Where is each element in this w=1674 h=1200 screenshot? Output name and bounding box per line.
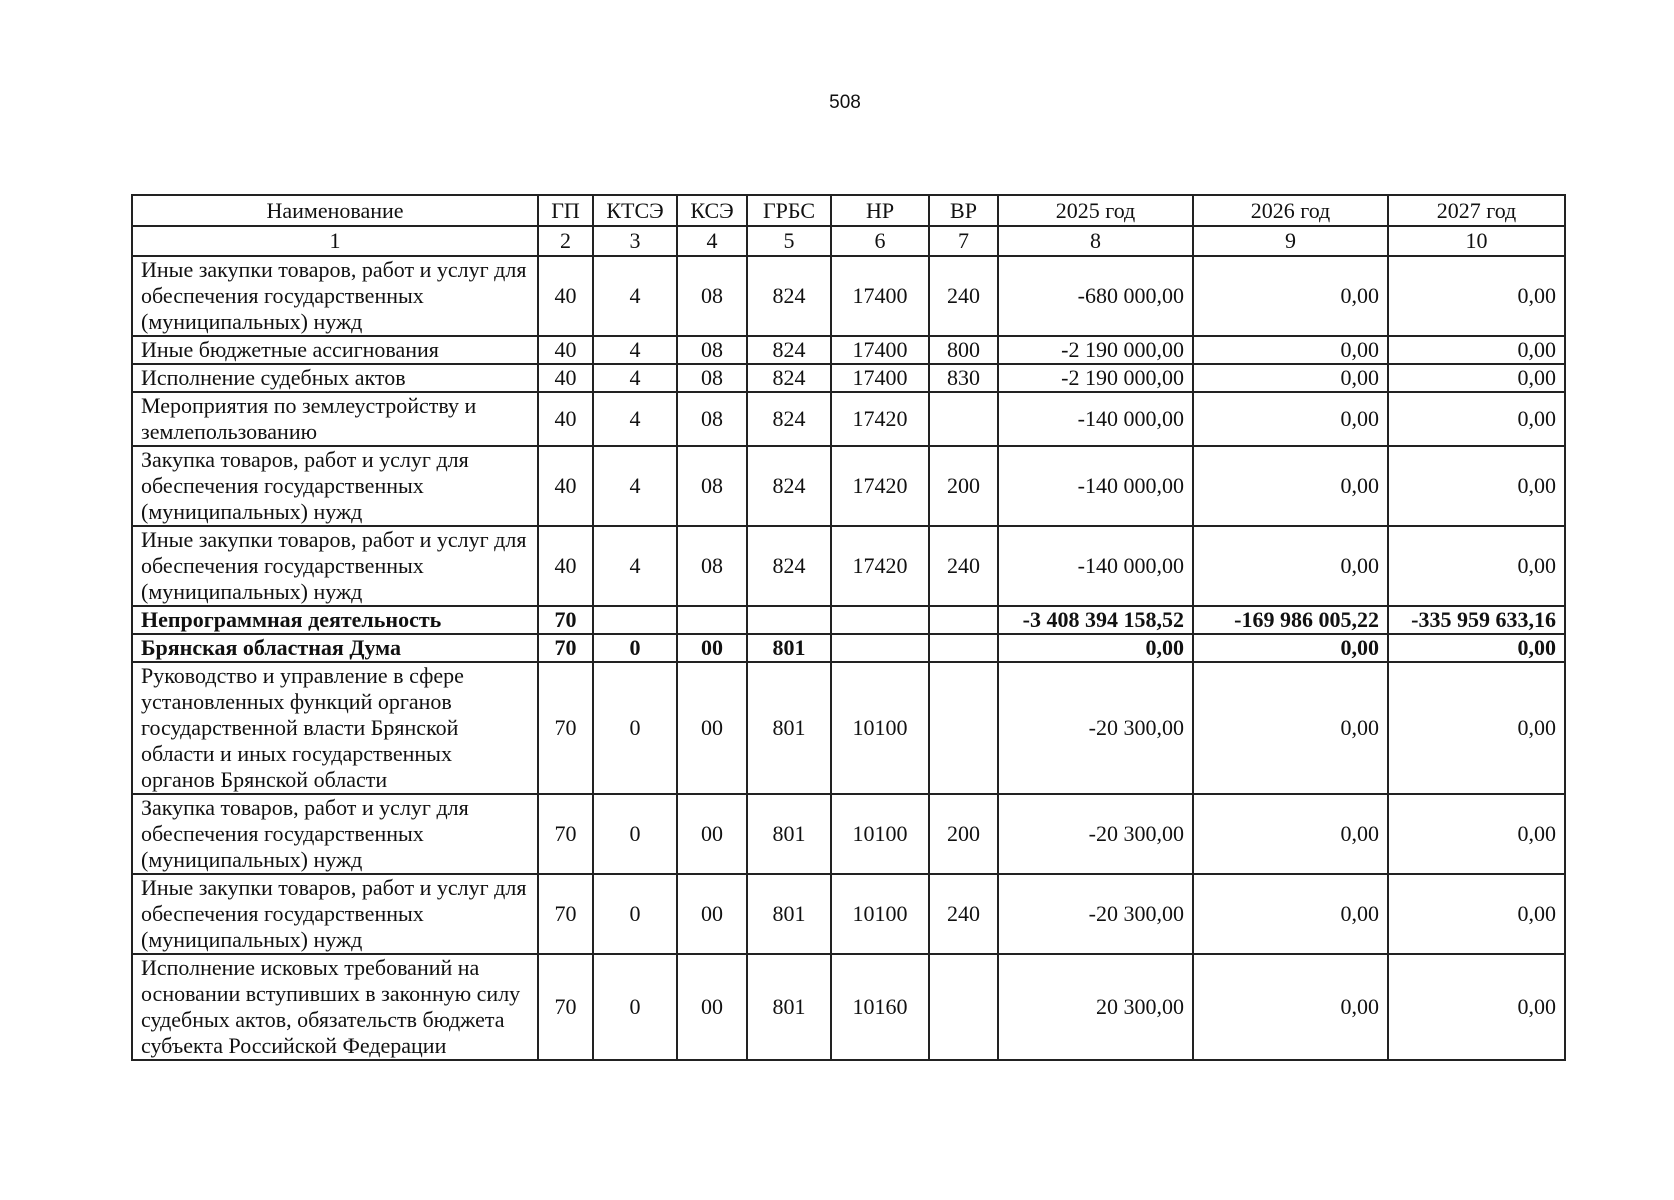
table-row bbox=[132, 364, 1565, 392]
cell-ktse: 4 bbox=[593, 364, 677, 392]
cell-kse: 08 bbox=[677, 392, 747, 446]
cell-2026: 0,00 bbox=[1193, 874, 1388, 954]
cell-2027: 0,00 bbox=[1388, 526, 1565, 606]
cell-2026: 0,00 bbox=[1193, 392, 1388, 446]
table-row bbox=[132, 446, 1565, 526]
cell-nr bbox=[831, 606, 929, 634]
cell-kse: 08 bbox=[677, 336, 747, 364]
cell-vr: 800 bbox=[929, 336, 998, 364]
cell-gp: 70 bbox=[538, 634, 593, 662]
column-number: 6 bbox=[831, 226, 929, 256]
cell-2026: 0,00 bbox=[1193, 446, 1388, 526]
cell-ktse bbox=[593, 606, 677, 634]
cell-vr bbox=[929, 954, 998, 1060]
header-ktse: КТСЭ bbox=[593, 195, 677, 226]
cell-2025: -680 000,00 bbox=[998, 256, 1193, 336]
cell-gp: 70 bbox=[538, 606, 593, 634]
cell-2027: 0,00 bbox=[1388, 954, 1565, 1060]
cell-2025: -140 000,00 bbox=[998, 446, 1193, 526]
table-row bbox=[132, 634, 1565, 662]
cell-2026: 0,00 bbox=[1193, 662, 1388, 794]
column-number: 5 bbox=[747, 226, 831, 256]
cell-2026: 0,00 bbox=[1193, 526, 1388, 606]
cell-grbs: 824 bbox=[747, 526, 831, 606]
cell-nr: 17420 bbox=[831, 446, 929, 526]
cell-nr: 17420 bbox=[831, 526, 929, 606]
cell-ktse: 0 bbox=[593, 634, 677, 662]
cell-kse: 00 bbox=[677, 794, 747, 874]
column-number: 10 bbox=[1388, 226, 1565, 256]
cell-name: Иные закупки товаров, работ и услуг для обеспечения государственных (муниципальных) нужд bbox=[132, 256, 538, 336]
table-row bbox=[132, 662, 1565, 794]
cell-gp: 70 bbox=[538, 954, 593, 1060]
header-2026: 2026 год bbox=[1193, 195, 1388, 226]
header-row bbox=[132, 195, 1565, 226]
cell-vr: 240 bbox=[929, 256, 998, 336]
table-row bbox=[132, 606, 1565, 634]
table-row bbox=[132, 256, 1565, 336]
table-row bbox=[132, 794, 1565, 874]
cell-vr: 200 bbox=[929, 794, 998, 874]
cell-name: Закупка товаров, работ и услуг для обеспечения государственных (муниципальных) нужд bbox=[132, 794, 538, 874]
cell-nr: 10100 bbox=[831, 794, 929, 874]
cell-nr: 17400 bbox=[831, 364, 929, 392]
header-2027: 2027 год bbox=[1388, 195, 1565, 226]
cell-2027: 0,00 bbox=[1388, 794, 1565, 874]
cell-kse: 08 bbox=[677, 364, 747, 392]
table-body bbox=[132, 256, 1565, 1060]
cell-2025: -2 190 000,00 bbox=[998, 364, 1193, 392]
cell-2026: -169 986 005,22 bbox=[1193, 606, 1388, 634]
cell-grbs: 801 bbox=[747, 634, 831, 662]
cell-grbs: 824 bbox=[747, 446, 831, 526]
cell-kse bbox=[677, 606, 747, 634]
table-row bbox=[132, 392, 1565, 446]
cell-nr: 10100 bbox=[831, 874, 929, 954]
cell-nr: 17400 bbox=[831, 256, 929, 336]
cell-grbs bbox=[747, 606, 831, 634]
cell-ktse: 4 bbox=[593, 336, 677, 364]
cell-2025: -140 000,00 bbox=[998, 526, 1193, 606]
cell-vr bbox=[929, 662, 998, 794]
cell-vr: 830 bbox=[929, 364, 998, 392]
cell-2025: 0,00 bbox=[998, 634, 1193, 662]
cell-gp: 70 bbox=[538, 794, 593, 874]
cell-2025: -20 300,00 bbox=[998, 794, 1193, 874]
cell-ktse: 4 bbox=[593, 526, 677, 606]
cell-2027: -335 959 633,16 bbox=[1388, 606, 1565, 634]
cell-2026: 0,00 bbox=[1193, 364, 1388, 392]
cell-name: Руководство и управление в сфере установленных функций органов государственной власти Брянской области и иных государственных органов Брянской области bbox=[132, 662, 538, 794]
cell-2027: 0,00 bbox=[1388, 336, 1565, 364]
cell-grbs: 824 bbox=[747, 364, 831, 392]
cell-grbs: 824 bbox=[747, 392, 831, 446]
cell-vr: 240 bbox=[929, 874, 998, 954]
cell-name: Брянская областная Дума bbox=[132, 634, 538, 662]
cell-grbs: 801 bbox=[747, 954, 831, 1060]
cell-vr bbox=[929, 606, 998, 634]
cell-ktse: 0 bbox=[593, 874, 677, 954]
cell-ktse: 0 bbox=[593, 954, 677, 1060]
cell-nr: 10160 bbox=[831, 954, 929, 1060]
table-row bbox=[132, 874, 1565, 954]
cell-grbs: 824 bbox=[747, 256, 831, 336]
cell-gp: 40 bbox=[538, 336, 593, 364]
budget-table bbox=[131, 194, 1566, 1061]
cell-2027: 0,00 bbox=[1388, 662, 1565, 794]
cell-name: Исполнение судебных актов bbox=[132, 364, 538, 392]
cell-vr: 200 bbox=[929, 446, 998, 526]
cell-2026: 0,00 bbox=[1193, 634, 1388, 662]
cell-name: Закупка товаров, работ и услуг для обеспечения государственных (муниципальных) нужд bbox=[132, 446, 538, 526]
cell-2025: -140 000,00 bbox=[998, 392, 1193, 446]
column-number: 8 bbox=[998, 226, 1193, 256]
cell-name: Иные бюджетные ассигнования bbox=[132, 336, 538, 364]
cell-name: Мероприятия по землеустройству и землепользованию bbox=[132, 392, 538, 446]
cell-grbs: 824 bbox=[747, 336, 831, 364]
column-number: 3 bbox=[593, 226, 677, 256]
cell-nr: 17400 bbox=[831, 336, 929, 364]
cell-gp: 70 bbox=[538, 874, 593, 954]
cell-grbs: 801 bbox=[747, 662, 831, 794]
cell-2025: -2 190 000,00 bbox=[998, 336, 1193, 364]
table-row bbox=[132, 526, 1565, 606]
cell-kse: 00 bbox=[677, 874, 747, 954]
cell-kse: 00 bbox=[677, 662, 747, 794]
cell-kse: 08 bbox=[677, 256, 747, 336]
cell-kse: 08 bbox=[677, 446, 747, 526]
cell-2026: 0,00 bbox=[1193, 954, 1388, 1060]
column-number: 9 bbox=[1193, 226, 1388, 256]
cell-name: Иные закупки товаров, работ и услуг для обеспечения государственных (муниципальных) нужд bbox=[132, 526, 538, 606]
cell-kse: 00 bbox=[677, 634, 747, 662]
cell-nr bbox=[831, 634, 929, 662]
cell-nr: 17420 bbox=[831, 392, 929, 446]
cell-2027: 0,00 bbox=[1388, 634, 1565, 662]
column-number: 1 bbox=[132, 226, 538, 256]
cell-grbs: 801 bbox=[747, 794, 831, 874]
cell-ktse: 4 bbox=[593, 446, 677, 526]
table-row bbox=[132, 336, 1565, 364]
cell-vr: 240 bbox=[929, 526, 998, 606]
cell-vr bbox=[929, 392, 998, 446]
cell-gp: 40 bbox=[538, 446, 593, 526]
cell-gp: 40 bbox=[538, 256, 593, 336]
cell-ktse: 4 bbox=[593, 256, 677, 336]
cell-ktse: 0 bbox=[593, 662, 677, 794]
cell-2025: -20 300,00 bbox=[998, 874, 1193, 954]
cell-nr: 10100 bbox=[831, 662, 929, 794]
header-2025: 2025 год bbox=[998, 195, 1193, 226]
cell-kse: 00 bbox=[677, 954, 747, 1060]
cell-gp: 70 bbox=[538, 662, 593, 794]
cell-grbs: 801 bbox=[747, 874, 831, 954]
cell-ktse: 4 bbox=[593, 392, 677, 446]
cell-2026: 0,00 bbox=[1193, 336, 1388, 364]
column-number: 4 bbox=[677, 226, 747, 256]
page-number: 508 bbox=[829, 92, 861, 113]
header-vr: ВР bbox=[929, 195, 998, 226]
header-nr: НР bbox=[831, 195, 929, 226]
cell-2027: 0,00 bbox=[1388, 364, 1565, 392]
cell-name: Непрограммная деятельность bbox=[132, 606, 538, 634]
column-number-row bbox=[132, 226, 1565, 256]
cell-2025: -3 408 394 158,52 bbox=[998, 606, 1193, 634]
cell-gp: 40 bbox=[538, 526, 593, 606]
cell-2027: 0,00 bbox=[1388, 256, 1565, 336]
cell-gp: 40 bbox=[538, 392, 593, 446]
header-name: Наименование bbox=[132, 195, 538, 226]
cell-2026: 0,00 bbox=[1193, 256, 1388, 336]
column-number: 7 bbox=[929, 226, 998, 256]
cell-gp: 40 bbox=[538, 364, 593, 392]
cell-2027: 0,00 bbox=[1388, 446, 1565, 526]
cell-name: Иные закупки товаров, работ и услуг для обеспечения государственных (муниципальных) нужд bbox=[132, 874, 538, 954]
cell-name: Исполнение исковых требований на основании вступивших в законную силу судебных актов, обязательств бюджета субъекта Российской Федерации bbox=[132, 954, 538, 1060]
cell-2025: -20 300,00 bbox=[998, 662, 1193, 794]
cell-vr bbox=[929, 634, 998, 662]
cell-2027: 0,00 bbox=[1388, 392, 1565, 446]
cell-2027: 0,00 bbox=[1388, 874, 1565, 954]
cell-2026: 0,00 bbox=[1193, 794, 1388, 874]
cell-ktse: 0 bbox=[593, 794, 677, 874]
column-number: 2 bbox=[538, 226, 593, 256]
cell-2025: 20 300,00 bbox=[998, 954, 1193, 1060]
table-row bbox=[132, 954, 1565, 1060]
cell-kse: 08 bbox=[677, 526, 747, 606]
header-gp: ГП bbox=[538, 195, 593, 226]
header-grbs: ГРБС bbox=[747, 195, 831, 226]
header-kse: КСЭ bbox=[677, 195, 747, 226]
